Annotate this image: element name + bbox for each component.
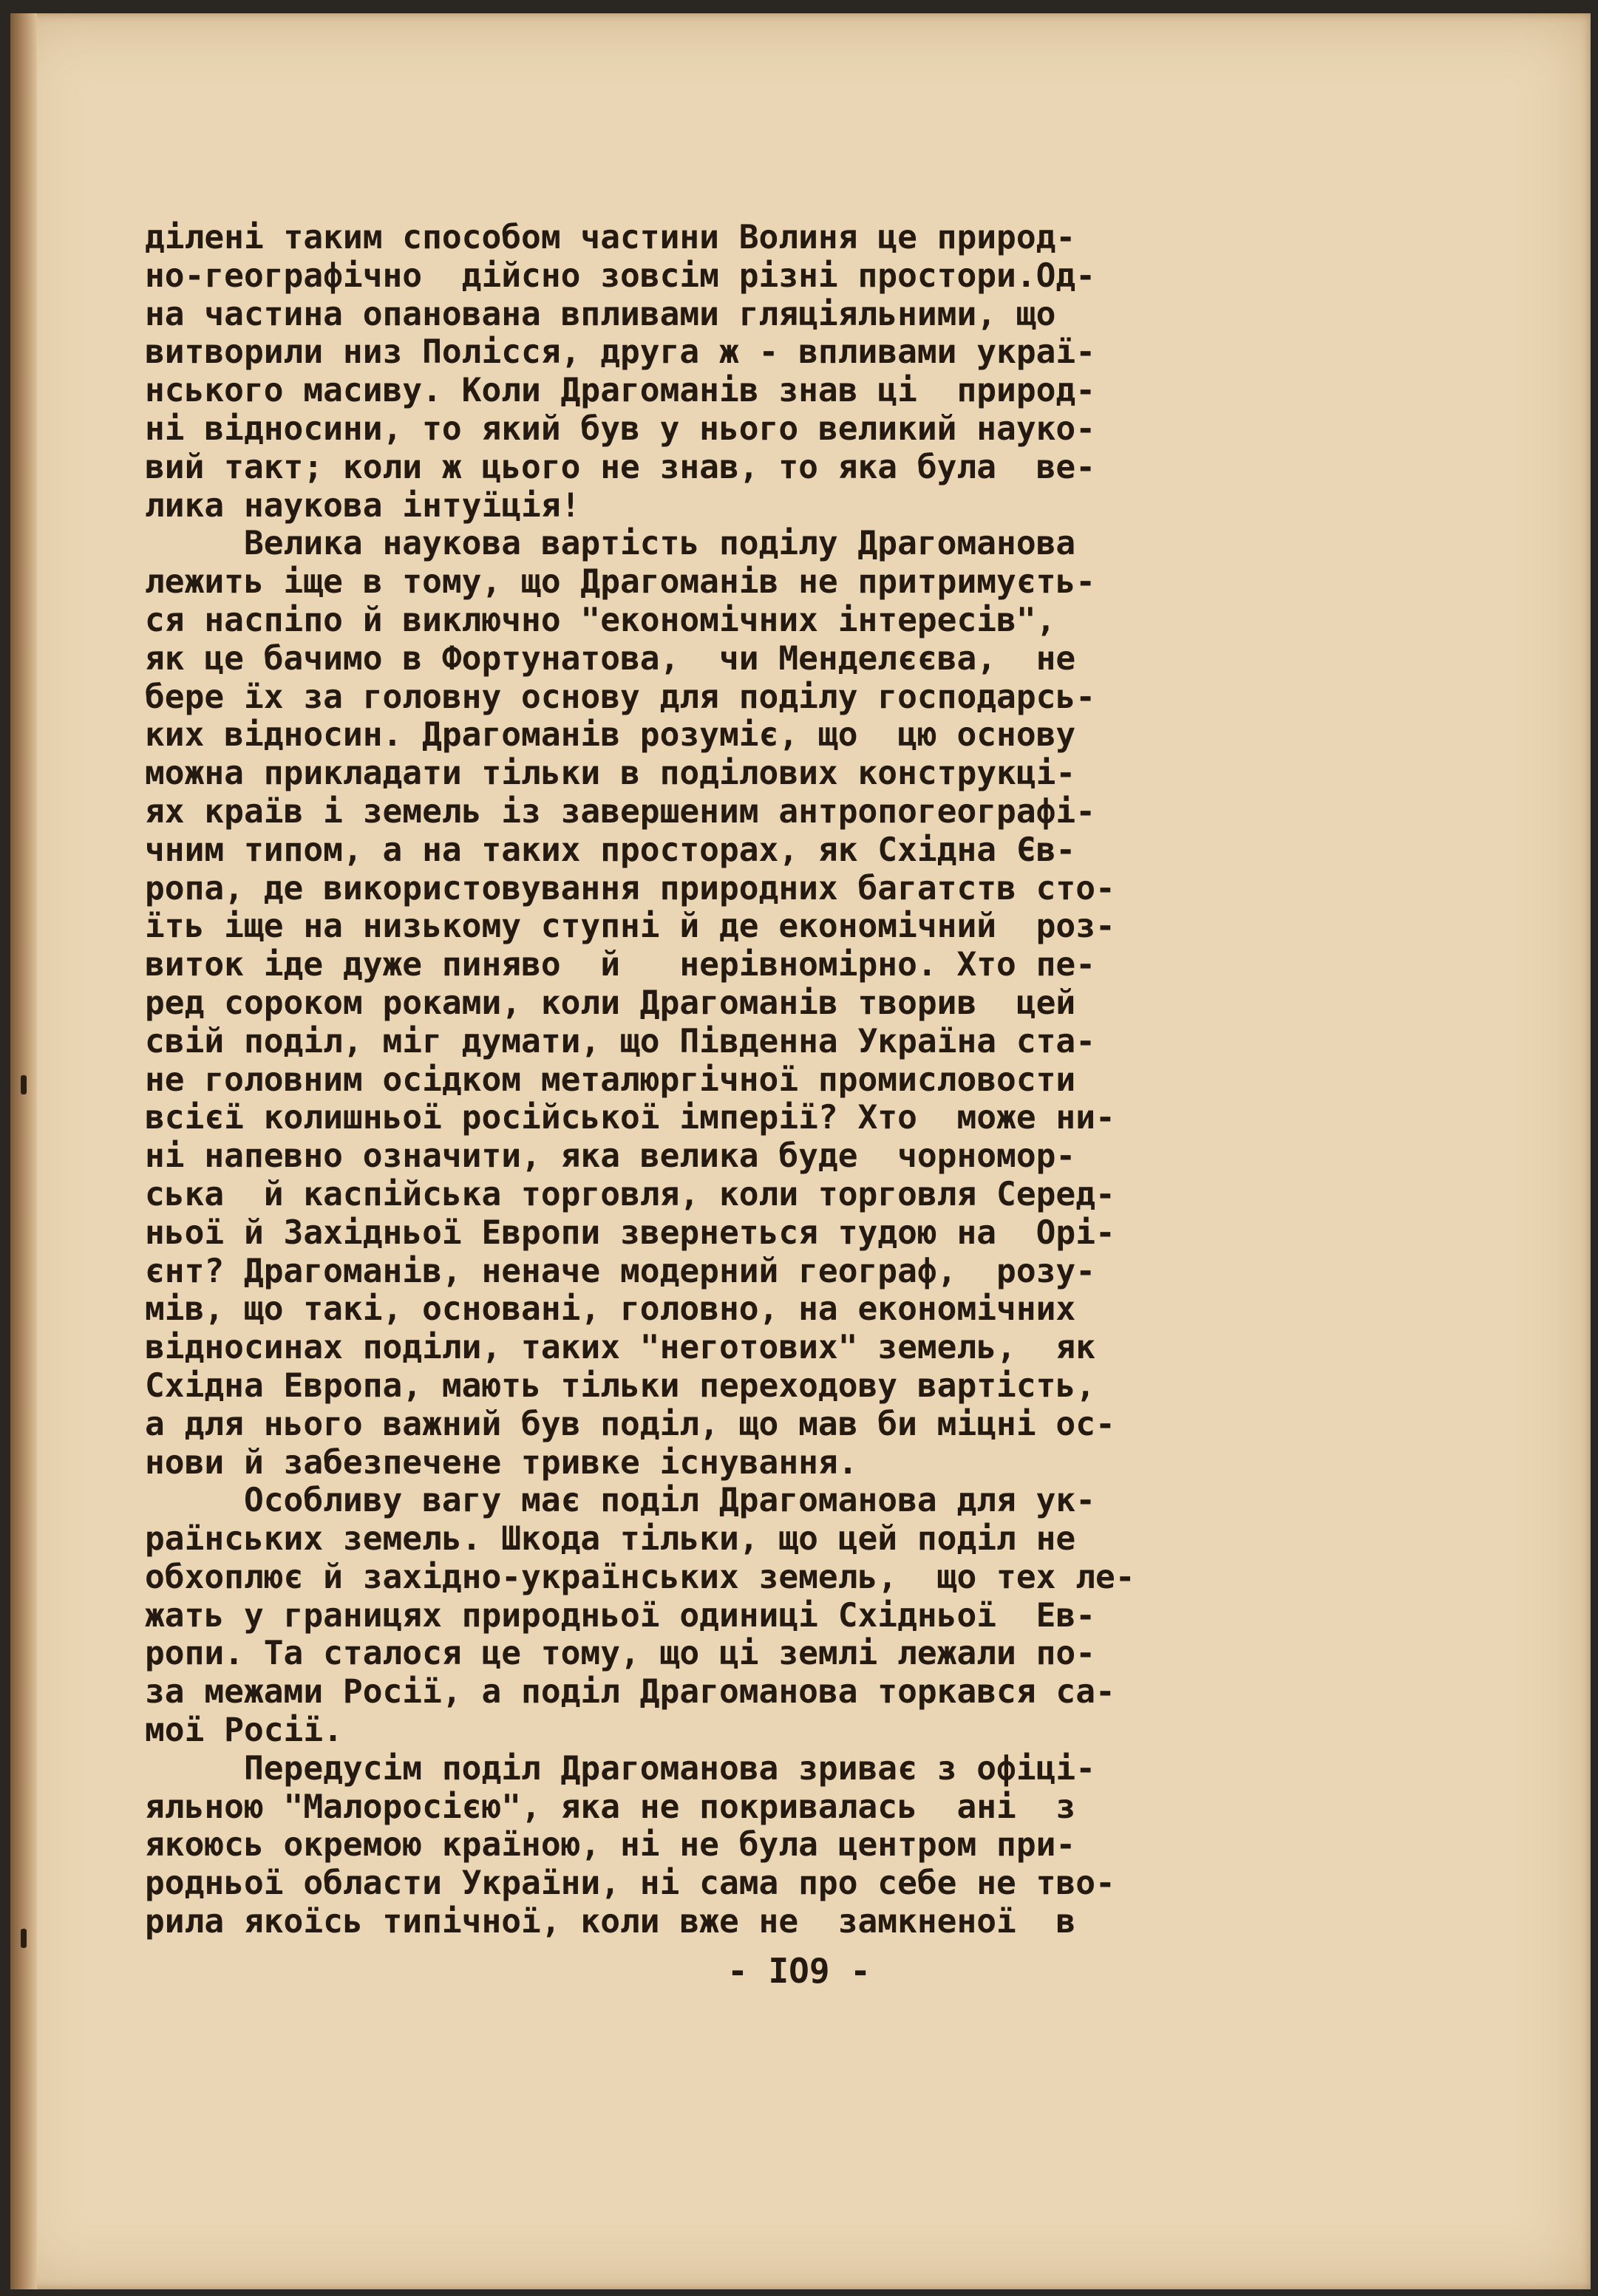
- text-line: свій поділ, міг думати, що Південна Україна ста-: [145, 1022, 1095, 1060]
- text-line: можна прикладати тільки в поділових конструкці-: [145, 754, 1076, 793]
- text-line: на частина опанована впливами гляціяльними, що: [145, 295, 1056, 333]
- text-line: Велика наукова вартість поділу Драгоманова: [145, 525, 1076, 563]
- text-line: ділені таким способом частини Волиня це природ-: [145, 219, 1076, 256]
- text-line: не головним осідком металюргічної промисловости: [145, 1060, 1076, 1099]
- body-text: [145, 219, 1364, 1941]
- text-line: жать у границях природньої одиниці Східньої Ев-: [145, 1596, 1095, 1635]
- text-line: ні відносини, то який був у нього великий науко-: [145, 409, 1095, 448]
- text-line: всієї колишньої російської імперії? Хто може ни-: [145, 1099, 1115, 1137]
- text-line: ропа, де використовування природних багатств сто-: [145, 869, 1115, 907]
- page-binding-edge: [10, 13, 37, 2289]
- text-line: їть іще на низькому ступні й де економічний роз-: [145, 907, 1115, 946]
- text-line: нови й забезпечене тривке існування.: [145, 1443, 858, 1482]
- binding-mark-1: [21, 1075, 27, 1094]
- text-line: ред сороком роками, коли Драгоманів творив цей: [145, 984, 1076, 1022]
- text-line: ні напевно означити, яка велика буде чорномор-: [145, 1137, 1076, 1176]
- text-line: мів, що такі, основані, головно, на економічних: [145, 1290, 1076, 1329]
- text-line: рила якоїсь типічної, коли вже не замкненої в: [145, 1903, 1076, 1941]
- binding-mark-2: [21, 1929, 27, 1948]
- text-line: Східна Европа, мають тільки переходову вартість,: [145, 1366, 1095, 1405]
- text-line: родньої области України, ні сама про себе не тво-: [145, 1864, 1115, 1903]
- text-line: вий такт; коли ж цього не знав, то яка була ве-: [145, 448, 1095, 486]
- text-line: ська й каспійська торговля, коли торговля Серед-: [145, 1175, 1115, 1213]
- text-line: нського масиву. Коли Драгоманів знав ці природ-: [145, 372, 1095, 410]
- text-line: якоюсь окремою країною, ні не була центром при-: [145, 1826, 1076, 1864]
- text-line: яльною "Малоросією", яка не покривалась ані з: [145, 1788, 1076, 1826]
- text-line: лежить іще в тому, що Драгоманів не притримуєть-: [145, 563, 1095, 602]
- text-line: як це бачимо в Фортунатова, чи Менделєєва, не: [145, 639, 1076, 678]
- text-line: бере їх за головну основу для поділу господарсь-: [145, 678, 1095, 716]
- text-line: обхоплює й західно-українських земель, що тех ле-: [145, 1558, 1135, 1596]
- text-line: раїнських земель. Шкода тільки, що цей поділ не: [145, 1520, 1076, 1559]
- text-line: но-географічно дійсно зовсім різні простори.Од-: [145, 256, 1095, 295]
- text-line: ньої й Західньої Европи звернеться тудою на Орі-: [145, 1213, 1115, 1252]
- text-line: чним типом, а на таких просторах, як Східна Єв-: [145, 831, 1076, 869]
- text-line: ях країв і земель із завершеним антропогеографі-: [145, 792, 1095, 831]
- text-line: Передусім поділ Драгоманова зриває з офіці-: [145, 1749, 1095, 1788]
- text-line: витворили низ Полісся, друга ж - впливами украї-: [145, 333, 1095, 372]
- text-line: мої Росії.: [145, 1711, 343, 1750]
- text-line: а для нього важний був поділ, що мав би міцні ос-: [145, 1405, 1115, 1443]
- text-line: за межами Росії, а поділ Драгоманова торкався са-: [145, 1673, 1115, 1711]
- text-line: ся наспіпо й виключно "економічних інтересів",: [145, 601, 1056, 639]
- text-line: виток іде дуже пиняво й нерівномірно. Хто пе-: [145, 946, 1095, 984]
- text-line: ропи. Та сталося це тому, що ці землі лежали по-: [145, 1635, 1095, 1673]
- text-line: відносинах поділи, таких "неготових" земель, як: [145, 1329, 1095, 1367]
- text-line: ких відносин. Драгоманів розуміє, що цю основу: [145, 716, 1076, 754]
- page-number: - IO9 -: [727, 1951, 871, 1991]
- text-line: єнт? Драгоманів, неначе модерний географ, розу-: [145, 1252, 1095, 1290]
- text-line: лика наукова інтуїція!: [145, 486, 581, 525]
- text-line: Особливу вагу має поділ Драгоманова для ук-: [145, 1482, 1095, 1520]
